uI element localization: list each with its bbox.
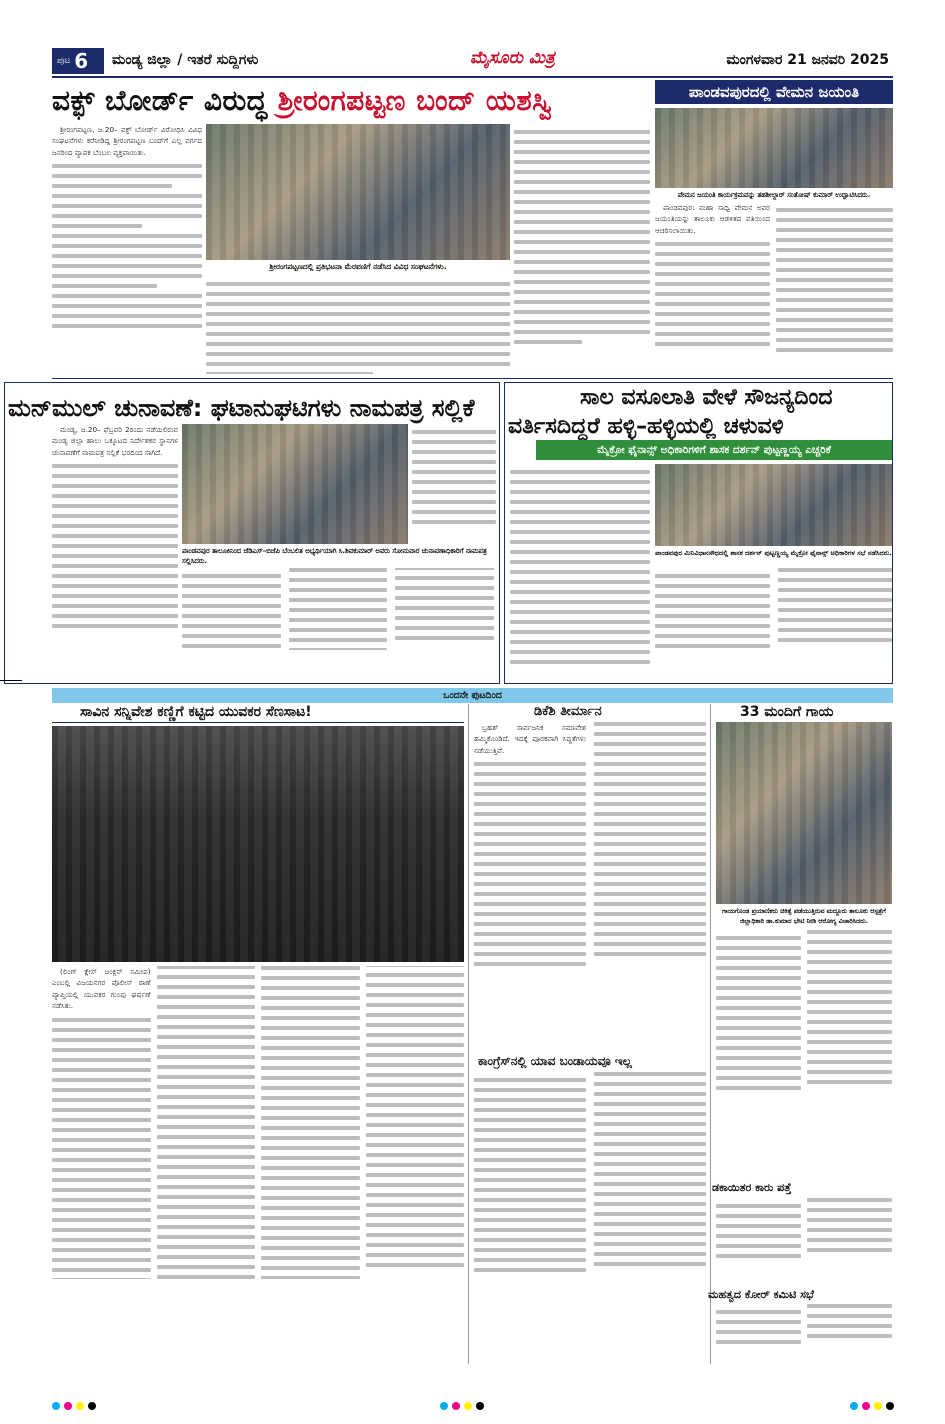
story3-photo — [182, 424, 408, 544]
story5-lead: (ಲಿಂಗ್ ಕ್ಲೇಸ್ ಜಂಕ್ಷನ್ ಸಮೀಪ) ಎಂಬಲ್ಲಿ ವಿಜಯನಗರ ಪೊಲೀಸ್ ಠಾಣೆ ವ್ಯಾಪ್ತಿಯಲ್ಲಿ ಯುವಕರ ಗುಂಪು ಘರ್ಷಣೆ ನಡೆಸಿತು. — [52, 967, 151, 1011]
story4-headline-b: ವರ್ತಿಸದಿದ್ದರೆ ಹಳ್ಳಿ–ಹಳ್ಳಿಯಲ್ಲಿ ಚಳುವಳಿ — [508, 414, 784, 439]
color-registration-right — [850, 1402, 894, 1410]
story4-photo — [655, 464, 892, 546]
story5-rule — [52, 722, 464, 723]
story1-lead: ಶ್ರೀರಂಗಪಟ್ಟಣ, ಜ.20– ವಕ್ಫ್ ಬೋರ್ಡ್ ವಿರೋಧಿಸಿ ವಿವಿಧ ಸಂಘಟನೆಗಳು ಕರೆನೀಡಿದ್ದ ಶ್ರೀರಂಗಪಟ್ಟಣ ಬಂದ್‌ಗೆ ಎಲ್ಲ ವರ್ಗದ ಜನರಿಂದ ವ್ಯಾಪಕ ಬೆಂಬಲ ವ್ಯಕ್ತವಾಯಿತು. — [52, 125, 202, 157]
page-label: ಪುಟ — [57, 56, 71, 66]
story4-headline-a: ಸಾಲ ವಸೂಲಾತಿ ವೇಳೆ ಸೌಜನ್ಯದಿಂದ — [580, 385, 833, 410]
story3-caption: ಪಾಂಡವಪುರ ತಾಲೂಕಿನಿಂದ ಜೆಡಿಎಸ್–ಬಿಜೆಪಿ ಬೆಂಬಲಿತ ಅಭ್ಯರ್ಥಿಯಾಗಿ ಸಿ.ಶಿವಕುಮಾರ್ ಅವರು ಸೋಮವಾರ ಚುನಾವಣಾಧಿಕಾರಿಗೆ ನಾಮಪತ್ರ ಸಲ್ಲಿಸಿದರು. — [182, 547, 487, 565]
story1-column-1 — [52, 124, 202, 374]
story3-headline: ಮನ್‌ಮುಲ್ ಚುನಾವಣೆ: ಘಟಾನುಘಟಿಗಳು ನಾಮಪತ್ರ ಸಲ್ಲಿಕೆ — [8, 394, 475, 422]
paper-name: ಮೈಸೂರು ಮಿತ್ರ — [470, 48, 555, 68]
story2-photo — [655, 108, 893, 188]
story6-headline: ಡಿಕೆಶಿ ತೀರ್ಮಾನ — [534, 704, 602, 719]
story7-columns-upper — [716, 930, 892, 1176]
story2-caption: ವೇಮನ ಜಯಂತಿ ಕಾರ್ಯಕ್ರಮವನ್ನು ತಹಶೀಲ್ದಾರ್ ಸಂತೋಷ್ ಕುಮಾರ್ ಉದ್ಘಾಟಿಸಿದರು. — [677, 191, 871, 199]
registration-mark — [0, 680, 22, 681]
story1-column-3 — [514, 124, 650, 374]
divider-col-a — [468, 704, 469, 1364]
color-registration-center — [440, 1402, 484, 1410]
story4-columns-lower — [655, 568, 892, 680]
story4-column-1 — [510, 464, 650, 684]
story3-lead: ಮಂಡ್ಯ, ಜ.20– ಫೆಬ್ರವರಿ 2ರಂದು ನಡೆಯಲಿರುವ ಮಂಡ್ಯ ಜಿಲ್ಲಾ ಹಾಲು ಒಕ್ಕೂಟದ ನಿರ್ದೇಶಕರ ಸ್ಥಾನಗಳ ಚುನಾವಣೆಗೆ ನಾಮಪತ್ರ ಸಲ್ಲಿಕೆ ಭರದಿಂದ ಸಾಗಿದೆ. — [52, 425, 178, 457]
story4-caption: ಪಾಂಡವಪುರ ಮಿನಿವಿಧಾನಸೌಧದಲ್ಲಿ ಶಾಸಕ ದರ್ಶನ್ ಪುಟ್ಟಣ್ಣಯ್ಯ ಮೈಕ್ರೋ ಫೈನಾನ್ಸ್ ಅಧಿಕಾರಿಗಳ ಸಭೆ ನಡೆಸಿದರು. — [655, 549, 892, 557]
story1-column-2 — [206, 276, 510, 374]
story7-columns-lower — [716, 1304, 892, 1364]
section-label: ಮಂಡ್ಯ ಜಿಲ್ಲಾ / ಇತರೆ ಸುದ್ದಿಗಳು — [112, 52, 259, 68]
story6-columns-upper — [474, 722, 706, 1052]
story7-photo — [716, 722, 892, 904]
story3-column-1 — [52, 424, 178, 680]
page-number: 6 — [74, 49, 89, 73]
story1-headline — [52, 84, 553, 118]
story6-columns-lower — [474, 1072, 706, 1364]
story1-headline-b: ಶ್ರೀರಂಗಪಟ್ಟಣ ಬಂದ್ ಯಶಸ್ವಿ — [277, 84, 553, 117]
page-number-tag — [52, 48, 104, 74]
color-registration-left — [52, 1402, 96, 1410]
masthead-rule — [52, 76, 893, 78]
story7-caption: ಗಾಯಗೊಂಡ ಪ್ರಯಾಣಿಕರು ಚಿಕಿತ್ಸೆ ಪಡೆಯುತ್ತಿರುವ ಮದ್ದೂರು ತಾಲೂಕು ಆಸ್ಪತ್ರೆಗೆ ಜಿಲ್ಲಾಧಿಕಾರಿ ಡಾ.ಕುಮಾರ ಭೇಟಿ ನೀಡಿ ಆರೋಗ್ಯ ವಿಚಾರಿಸಿದರು. — [722, 907, 886, 925]
story5-headline: ಸಾವಿನ ಸನ್ನಿವೇಶ ಕಣ್ಣಿಗೆ ಕಟ್ಟಿದ ಯುವಕರ ಸೆಣಸಾಟ! — [80, 704, 312, 720]
story1-photo — [206, 124, 510, 260]
story1-caption: ಶ್ರೀರಂಗಪಟ್ಟಣದಲ್ಲಿ ಪ್ರತಿಭಟನಾ ಮೆರವಣಿಗೆ ನಡೆಸಿದ ವಿವಿಧ ಸಂಘಟನೆಗಳು. — [269, 262, 447, 271]
story7-subhead-a: ಡಕಾಯಿತರ ಕಾರು ಪತ್ತೆ — [712, 1181, 792, 1194]
issue-date: ಮಂಗಳವಾರ 21 ಜನವರಿ 2025 — [726, 52, 889, 68]
story5-columns — [52, 966, 464, 1364]
story6-subhead: ಕಾಂಗ್ರೆಸ್‌ನಲ್ಲಿ ಯಾವ ಬಂಡಾಯವೂ ಇಲ್ಲ — [478, 1054, 632, 1068]
story2-column-1 — [655, 202, 770, 374]
story2-column-2 — [776, 202, 893, 374]
story7-headline: 33 ಮಂದಿಗೆ ಗಾಯ — [740, 704, 834, 720]
story4-subhead: ಮೈಕ್ರೋ ಫೈನಾನ್ಸ್ ಅಧಿಕಾರಿಗಳಿಗೆ ಶಾಸಕ ದರ್ಶನ್ ಪುಟ್ಟಣ್ಣಯ್ಯ ಎಚ್ಚರಿಕೆ — [536, 440, 892, 460]
story6-lead: ಬ್ರಹತ್ ಸಾರ್ವಜನಿಕ ಸಮಾವೇಶ ಹಮ್ಮಿಕೊಂಡಿದೆ. ಇದಕ್ಕೆ ಪೂರಕವಾಗಿ ಸಿದ್ಧತೆಗಳು ನಡೆಯುತ್ತಿವೆ. — [474, 723, 586, 755]
story5-photo — [52, 726, 464, 962]
divider-1 — [52, 378, 893, 379]
story7-columns-mid — [716, 1198, 892, 1284]
story1-headline-a: ವಕ್ಫ್ ಬೋರ್ಡ್ ವಿರುದ್ಧ — [52, 84, 268, 117]
divider-col-b — [710, 704, 711, 1364]
story7-subhead-b: ಮಹತ್ವದ ಕೋರ್ ಕಮಿಟಿ ಸಭೆ — [708, 1288, 814, 1301]
story3-columns-lower — [182, 568, 494, 680]
story2-headline: ಪಾಂಡವಪುರದಲ್ಲಿ ವೇಮನ ಜಯಂತಿ — [655, 80, 893, 104]
story2-lead: ಪಾಂಡವಪುರ: ಮಹಾ ಸಾಧ್ವಿ ವೇಮನ ಅವರ ಜಯಂತಿಯನ್ನು ತಾಲೂಕು ಆಡಳಿತದ ವತಿಯಿಂದ ಆಚರಿಸಲಾಯಿತು. — [655, 203, 770, 235]
continued-bar: ಒಂದನೇ ಪುಟದಿಂದ — [52, 688, 893, 703]
story3-column-2 — [412, 424, 496, 544]
